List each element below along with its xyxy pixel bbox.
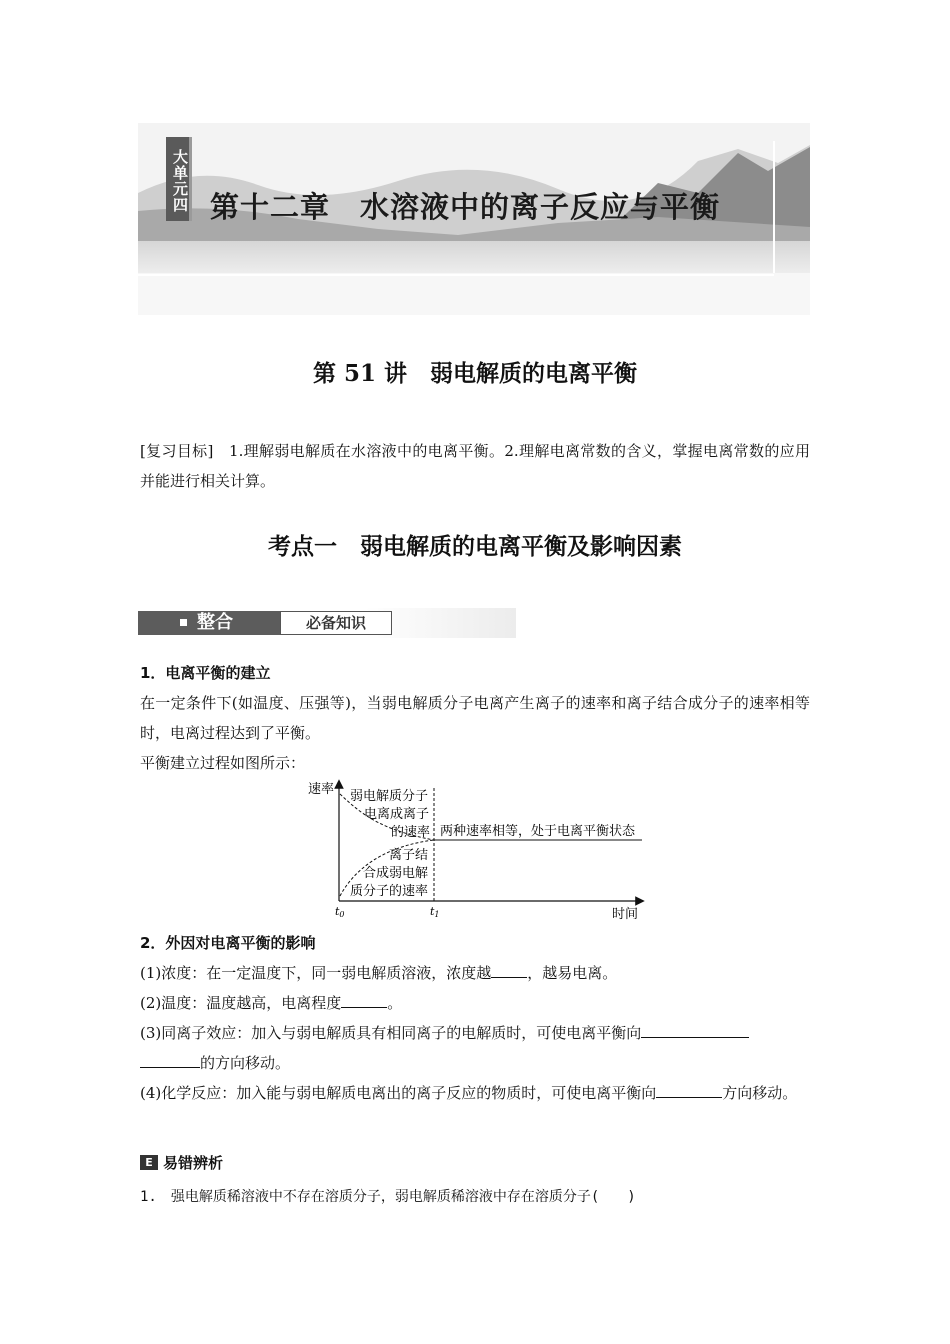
annotation-ionization-1: 弱电解质分子 <box>350 789 429 804</box>
unit-tag: 大单元四 <box>166 137 192 221</box>
x-axis-label: 时间 <box>612 907 639 922</box>
error-item-1: 1. 强电解质稀溶液中不存在溶质分子，弱电解质稀溶液中存在溶质分子( ) <box>140 1189 636 1205</box>
section-label-integrate: 整合 <box>138 611 280 635</box>
annotation-recombination-2: 合成弱电解 <box>363 866 429 881</box>
section-bar <box>138 608 516 638</box>
annotation-ionization-3: 的速率 <box>391 825 431 840</box>
goals-label: [复习目标] <box>140 442 214 460</box>
section2-item1: (1)浓度：在一定温度下，同一弱电解质溶液，浓度越 ，越易电离。 <box>140 958 810 988</box>
error-analysis-heading: E 易错辨析 <box>140 1152 223 1173</box>
annotation-equilibrium: 两种速率相等，处于电离平衡状态 <box>440 824 636 839</box>
rate-time-chart <box>300 778 650 924</box>
section1-heading: 1．电离平衡的建立 <box>140 664 271 682</box>
error-analysis-icon: E <box>140 1155 158 1170</box>
section2-item2: (2)温度：温度越高，电离程度 。 <box>140 988 810 1018</box>
goals-text: 1.理解弱电解质在水溶液中的电离平衡。2.理解电离常数的含义，掌握电离常数的应用并能进行相关计算。 <box>140 442 810 490</box>
answer-blank[interactable] <box>641 1021 749 1038</box>
section1-para2: 平衡建立过程如图所示： <box>140 754 306 772</box>
answer-blank[interactable] <box>491 961 527 978</box>
square-icon <box>180 619 187 626</box>
x-tick-t1: t1 <box>430 905 440 919</box>
annotation-recombination-1: 离子结 <box>389 848 429 863</box>
review-goals <box>140 436 810 496</box>
section-label-knowledge: 必备知识 <box>280 611 392 635</box>
answer-blank[interactable] <box>140 1051 200 1068</box>
x-tick-t0: t0 <box>335 905 345 919</box>
annotation-ionization-2: 电离成离子 <box>364 807 430 822</box>
annotation-recombination-3: 质分子的速率 <box>350 884 429 899</box>
section2 <box>140 928 810 1108</box>
section2-heading: 2．外因对电离平衡的影响 <box>140 934 316 952</box>
lecture-title: 第 51 讲 弱电解质的电离平衡 <box>312 360 638 387</box>
answer-blank[interactable] <box>341 991 387 1008</box>
chapter-title: 第十二章 水溶液中的离子反应与平衡 <box>210 190 721 224</box>
y-axis-label: 速率 <box>308 782 335 797</box>
section1 <box>140 658 810 778</box>
answer-blank[interactable] <box>656 1081 722 1098</box>
section1-para1: 在一定条件下(如温度、压强等)，当弱电解质分子电离产生离子的速率和离子结合成分子的速率相等时，电离过程达到了平衡。 <box>140 694 810 742</box>
chapter-banner <box>138 123 810 315</box>
point-title: 考点一 弱电解质的电离平衡及影响因素 <box>268 533 682 560</box>
section2-item3: (3)同离子效应：加入与弱电解质具有相同离子的电解质时，可使电离平衡向 的方向移动。 <box>140 1018 810 1078</box>
section2-item4: (4)化学反应：加入能与弱电解质电离出的离子反应的物质时，可使电离平衡向 方向移动。 <box>140 1078 810 1108</box>
